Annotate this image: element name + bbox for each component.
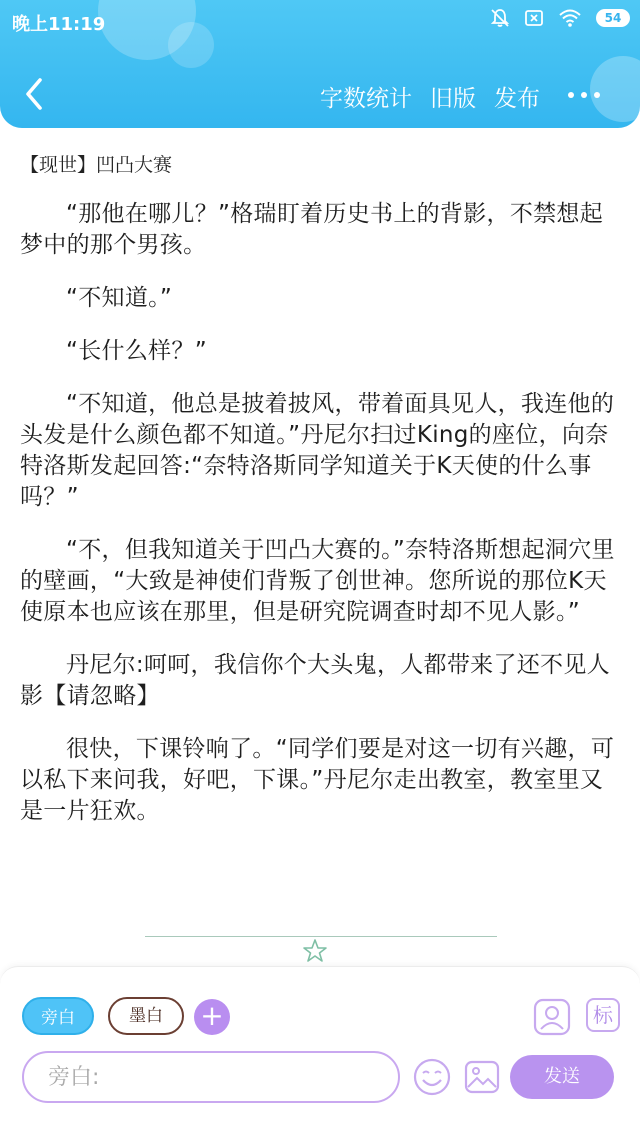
more-icon[interactable]	[568, 92, 600, 98]
emoji-button[interactable]	[412, 1057, 452, 1101]
composer-panel	[0, 966, 640, 1139]
word-count-button[interactable]: 字数统计	[320, 86, 412, 112]
battery-icon: 54	[596, 9, 630, 27]
image-button[interactable]	[462, 1057, 502, 1101]
paragraph: “不知道，他总是披着披风，带着面具见人，我连他的头发是什么颜色都不知道。”丹尼尔扫过King的座位，向奈特洛斯发起回答:“奈特洛斯同学知道关于K天使的什么事吗？”	[20, 391, 615, 510]
paragraph: “不知道。”	[66, 285, 173, 311]
paragraph: “那他在哪儿？”格瑞盯着历史书上的背影，不禁想起梦中的那个男孩。	[20, 201, 604, 258]
sim-close-icon	[524, 8, 544, 28]
article-body	[20, 150, 616, 849]
add-role-button[interactable]: +	[194, 999, 230, 1035]
star-icon	[302, 938, 328, 968]
old-version-button[interactable]: 旧版	[430, 86, 476, 112]
status-time: 晚上11:19	[12, 14, 106, 35]
image-icon	[462, 1057, 502, 1097]
header-actions	[320, 80, 540, 113]
back-button[interactable]	[20, 76, 50, 112]
section-divider	[145, 936, 497, 937]
mark-icon: 标	[586, 998, 620, 1032]
emoji-icon	[412, 1057, 452, 1097]
role-chip-mobai[interactable]: 墨白	[108, 997, 184, 1035]
paragraph: 丹尼尔:呵呵，我信你个大头鬼，人都带来了还不见人影【请忽略】	[20, 652, 610, 709]
send-button[interactable]: 发送	[510, 1055, 614, 1099]
decor-bubble	[168, 22, 214, 68]
message-input[interactable]	[22, 1051, 400, 1103]
wifi-icon	[558, 8, 582, 28]
role-chip-narration[interactable]: 旁白	[22, 997, 94, 1035]
user-card-icon	[533, 998, 571, 1036]
mark-button[interactable]	[586, 998, 620, 1032]
publish-button[interactable]: 发布	[494, 86, 540, 112]
paragraph: “不，但我知道关于凹凸大赛的。”奈特洛斯想起洞穴里的壁画，“大致是神使们背叛了创世神。您所说的那位K天使原本也应该在那里，但是研究院调查时却不见人影。”	[20, 537, 615, 625]
chevron-left-icon	[20, 76, 50, 112]
character-profile-button[interactable]	[533, 998, 571, 1040]
paragraph: 很快，下课铃响了。“同学们要是对这一切有兴趣，可以私下来问我，好吧，下课。”丹尼尔走出教室，教室里又是一片狂欢。	[20, 736, 615, 824]
paragraph: “长什么样？”	[66, 338, 207, 364]
bell-mute-icon	[490, 8, 510, 28]
status-icons	[490, 8, 630, 28]
app-header	[0, 0, 640, 128]
decor-bubble	[590, 56, 640, 122]
chapter-title: 【现世】凹凸大赛	[20, 154, 173, 176]
